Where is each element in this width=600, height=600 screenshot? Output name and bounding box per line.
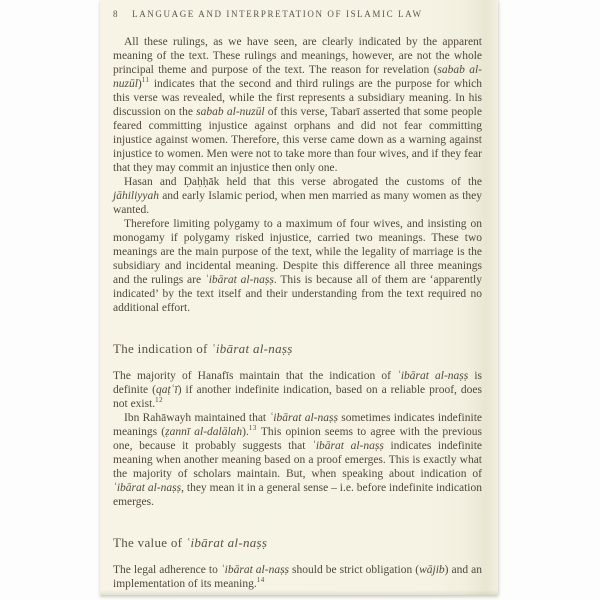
italic-term: qaṭʿī xyxy=(155,384,178,396)
body-paragraph xyxy=(113,563,482,591)
page-header xyxy=(113,9,482,19)
body-paragraph xyxy=(113,411,482,509)
footnote-ref: 14 xyxy=(256,576,265,585)
text-run: and early Islamic period, when men married as many women as they wanted. xyxy=(113,190,482,216)
footnote-ref: 13 xyxy=(248,424,257,433)
text-run: Hasan and Ḍaḥḥāk held that this verse abrogated the customs of the xyxy=(124,176,482,188)
text-run: . This is because all of them are ‘apparently indicated’ by the text itself and their understanding from the text required no additional effort. xyxy=(113,274,482,314)
text-run: indicates indefinite meaning when another meaning based on a proof emerges. This is exactly what the majority of scholars maintain. But, when speaking about indication of xyxy=(113,440,482,480)
text-run: Ibn Rahāwayh maintained that xyxy=(124,412,270,424)
text-run: ). xyxy=(242,426,249,438)
text-run: is definite ( xyxy=(113,370,482,396)
text-run: , they mean it in a general sense – i.e. before indefinite indication emerges. xyxy=(113,482,483,508)
italic-term: ʿibārat al-naṣṣ xyxy=(185,535,268,550)
text-run: Therefore limiting polygamy to a maximum of four wives, and insisting on monogamy if polygamy risked injustice, carried two meanings. These two meanings are the main purpose of the text, while the legality of marriage is the subsidiary and incidental meaning. Despite this difference all three meanings and the rulings are xyxy=(113,218,482,286)
page-body xyxy=(113,35,482,591)
text-run: This opinion seems to agree with the previous one, because it probably suggests that xyxy=(113,426,482,452)
footnote-ref: 12 xyxy=(155,396,164,405)
text-run: All these rulings, as we have seen, are clearly indicated by the apparent meaning of the text. These rulings and meanings, however, are not the whole principal theme and purpose of the text. The reason for revelation ( xyxy=(113,36,482,76)
text-run: indicates that the second and third rulings are the purpose for which this verse was revealed, while the first represents a subsidiary meaning. In his discussion on the xyxy=(113,78,482,118)
page-number: 8 xyxy=(113,9,120,19)
text-run: ) if another indefinite indication, based on a reliable proof, does not exist. xyxy=(113,384,483,410)
italic-term: ʿibārat al-naṣṣ xyxy=(269,412,338,424)
text-run: The indication of xyxy=(113,341,212,356)
section-heading xyxy=(113,341,482,357)
page-content-area xyxy=(113,0,482,591)
italic-term: jāhiliyyah xyxy=(113,190,159,202)
body-paragraph xyxy=(113,369,482,411)
body-paragraph xyxy=(113,175,482,217)
text-run: of this verse, Tabarī asserted that some people feared committing injustice against orphans and did not fear committing injustice against women. Therefore, this verse came down as a warning against injustice to women. Men were not to take more than four wives, and if they fear that they may commit an injustice then only one. xyxy=(113,106,482,174)
section-heading xyxy=(113,535,482,551)
italic-term: ʿibārat al-naṣṣ xyxy=(312,440,384,452)
italic-term: wājib xyxy=(419,564,445,576)
text-run: should be strict obligation ( xyxy=(289,564,420,576)
body-paragraph xyxy=(113,35,482,175)
text-run: ) xyxy=(137,78,142,90)
book-page-scan xyxy=(100,0,498,595)
body-paragraph xyxy=(113,217,482,315)
running-title: LANGUAGE AND INTERPRETATION OF ISLAMIC LAW xyxy=(132,9,423,19)
italic-term: sabab al-nuzūl xyxy=(113,64,482,90)
text-run: The majority of Hanafīs maintain that the indication of xyxy=(113,370,397,382)
text-run: ) and an implementation of its meaning. xyxy=(113,564,482,590)
footnote-ref: 11 xyxy=(141,76,150,85)
text-run: The value of xyxy=(113,535,186,550)
italic-term: ẓannī al-dalālah xyxy=(165,426,243,438)
italic-term: ʿibārat al-naṣṣ xyxy=(220,564,290,576)
italic-term: ʿibārat al-naṣṣ xyxy=(211,341,293,356)
italic-term: ʿibārat al-naṣṣ xyxy=(397,370,469,382)
italic-term: ʿibārat al-naṣṣ xyxy=(113,482,182,494)
text-run: sometimes indicates indefinite meanings ( xyxy=(113,412,482,438)
italic-term: ʿibārat al-naṣṣ xyxy=(204,274,274,286)
italic-term: sabab al-nuzūl xyxy=(196,106,265,118)
text-run: The legal adherence to xyxy=(113,564,221,576)
